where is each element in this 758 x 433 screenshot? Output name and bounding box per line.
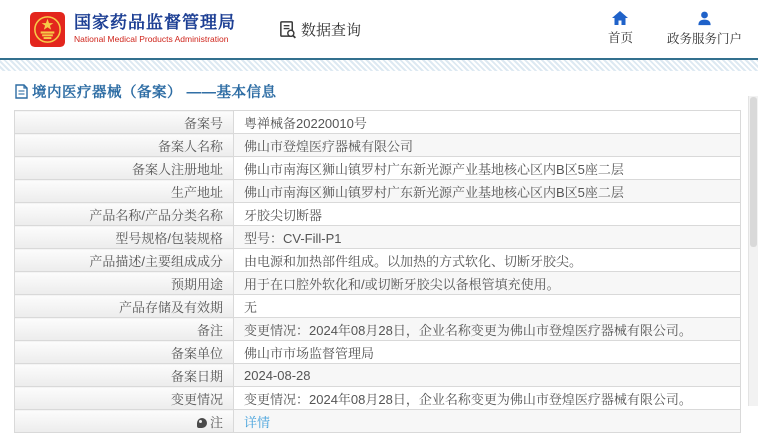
org-name-cn: 国家药品监督管理局 <box>74 12 236 32</box>
org-name-en: National Medical Products Administration <box>74 33 229 44</box>
field-label: 注 <box>15 410 234 433</box>
field-value: 牙胶尖切断器 <box>234 203 741 226</box>
data-query-label: 数据查询 <box>301 21 362 39</box>
table-row <box>15 226 741 249</box>
table-row <box>15 180 741 203</box>
section-title-text: 境内医疗器械（备案） ——基本信息 <box>32 85 277 101</box>
national-emblem-icon <box>30 12 65 47</box>
nav-portal[interactable] <box>667 11 742 47</box>
record-info-table <box>14 110 741 433</box>
field-label: 型号规格/包装规格 <box>15 226 234 249</box>
scrollbar[interactable] <box>748 96 758 406</box>
field-label: 备案人名称 <box>15 134 234 157</box>
table-row <box>15 111 741 134</box>
scrollbar-thumb[interactable] <box>750 97 757 247</box>
header <box>0 0 758 58</box>
field-value: 佛山市登煌医疗器械有限公司 <box>234 134 741 157</box>
field-label: 生产地址 <box>15 180 234 203</box>
table-row <box>15 203 741 226</box>
table-row <box>15 134 741 157</box>
document-icon <box>15 84 28 99</box>
nav-portal-label: 政务服务门户 <box>666 32 742 46</box>
field-value: 无 <box>234 295 741 318</box>
main-content <box>0 71 758 433</box>
field-value: 变更情况：2024年08月28日，企业名称变更为佛山市登煌医疗器械有限公司。 <box>234 318 741 341</box>
field-value: 佛山市市场监督管理局 <box>234 341 741 364</box>
field-label: 备注 <box>15 318 234 341</box>
table-row <box>15 157 741 180</box>
field-value: 型号：CV-Fill-P1 <box>234 226 741 249</box>
nav-home-label: 首页 <box>607 31 633 45</box>
field-label: 备案号 <box>15 111 234 134</box>
field-label: 备案日期 <box>15 364 234 387</box>
field-value: 变更情况：2024年08月28日，企业名称变更为佛山市登煌医疗器械有限公司。 <box>234 387 741 410</box>
field-label: 备案人注册地址 <box>15 157 234 180</box>
field-value: 粤禅械备20220010号 <box>234 111 741 134</box>
field-value: 用于在口腔外软化和/或切断牙胶尖以备根管填充使用。 <box>234 272 741 295</box>
note-icon <box>197 418 207 428</box>
data-query-tab[interactable] <box>278 19 361 40</box>
field-value: 2024-08-28 <box>234 364 741 387</box>
field-label: 产品名称/产品分类名称 <box>15 203 234 226</box>
field-value <box>234 410 741 433</box>
field-label: 变更情况 <box>15 387 234 410</box>
section-title <box>15 81 744 102</box>
table-row <box>15 387 741 410</box>
nmpa-logo <box>30 12 236 47</box>
table-row <box>15 272 741 295</box>
table-row <box>15 410 741 433</box>
table-row <box>15 249 741 272</box>
table-row <box>15 295 741 318</box>
nav-home[interactable] <box>608 11 633 46</box>
field-value: 佛山市南海区狮山镇罗村广东新光源产业基地核心区内B区5座二层 <box>234 157 741 180</box>
table-row <box>15 341 741 364</box>
field-label: 产品存储及有效期 <box>15 295 234 318</box>
table-row <box>15 318 741 341</box>
field-label: 备案单位 <box>15 341 234 364</box>
header-divider <box>0 58 758 71</box>
field-value: 由电源和加热部件组成。以加热的方式软化、切断牙胶尖。 <box>234 249 741 272</box>
field-label: 预期用途 <box>15 272 234 295</box>
details-link[interactable]: 详情 <box>244 414 271 430</box>
user-icon <box>697 11 712 26</box>
field-label: 产品描述/主要组成成分 <box>15 249 234 272</box>
field-value: 佛山市南海区狮山镇罗村广东新光源产业基地核心区内B区5座二层 <box>234 180 741 203</box>
table-row <box>15 364 741 387</box>
data-query-icon <box>278 20 297 39</box>
home-icon <box>612 11 628 25</box>
